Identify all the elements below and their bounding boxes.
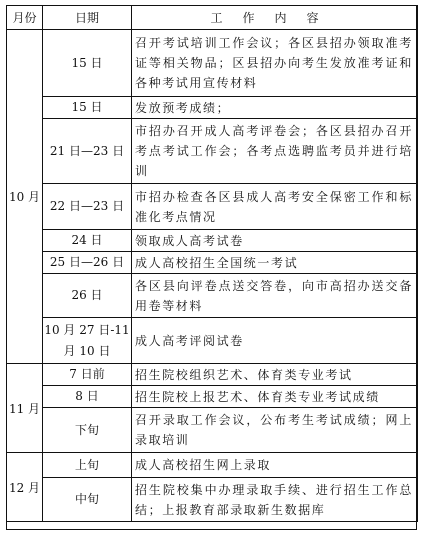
month-cell-october: 10 月 (7, 30, 43, 364)
content-cell: 市招办检查各区县成人高考安全保密工作和标准化考点情况 (132, 184, 418, 230)
header-date: 日期 (43, 6, 132, 30)
date-cell: 21 日—23 日 (43, 119, 132, 184)
date-cell: 26 日 (43, 274, 132, 318)
date-cell: 25 日—26 日 (43, 252, 132, 274)
content-cell: 领取成人高考试卷 (132, 230, 418, 252)
content-cell: 招生院校集中办理录取手续、进行招生工作总结；上报教育部录取新生数据库 (132, 478, 418, 522)
date-cell: 上旬 (43, 453, 132, 478)
date-cell: 8 日 (43, 386, 132, 408)
table-outer-border (6, 5, 417, 530)
content-cell: 市招办召开成人高考评卷会；各区县招办召开考点考试工作会；各考点选聘监考员并进行培训 (132, 119, 418, 184)
content-cell: 发放预考成绩； (132, 97, 418, 119)
date-cell: 10 月 27 日-11 月 10 日 (43, 318, 132, 364)
content-cell: 成人高校招生网上录取 (132, 453, 418, 478)
date-cell: 中旬 (43, 478, 132, 522)
content-cell: 招生院校组织艺术、体育类专业考试 (132, 364, 418, 386)
header-month: 月份 (7, 6, 43, 30)
date-cell: 22 日—23 日 (43, 184, 132, 230)
content-cell: 各区县向评卷点送交答卷，向市高招办送交备用卷等材料 (132, 274, 418, 318)
date-cell: 15 日 (43, 97, 132, 119)
content-cell: 召开录取工作会议，公布考生考试成绩；网上录取培训 (132, 408, 418, 453)
content-cell: 召开考试培训工作会议；各区县招办领取准考证等相关物品；区县招办向考生发放准考证和各种考试用宣传材料 (132, 30, 418, 97)
date-cell: 下旬 (43, 408, 132, 453)
content-cell: 招生院校上报艺术、体育类专业考试成绩 (132, 386, 418, 408)
month-cell-november: 11 月 (7, 364, 43, 453)
date-cell: 24 日 (43, 230, 132, 252)
month-cell-december: 12 月 (7, 453, 43, 522)
date-cell: 7 日前 (43, 364, 132, 386)
content-cell: 成人高考评阅试卷 (132, 318, 418, 364)
content-cell: 成人高校招生全国统一考试 (132, 252, 418, 274)
header-content: 工作内容 (132, 6, 418, 30)
date-cell: 15 日 (43, 30, 132, 97)
